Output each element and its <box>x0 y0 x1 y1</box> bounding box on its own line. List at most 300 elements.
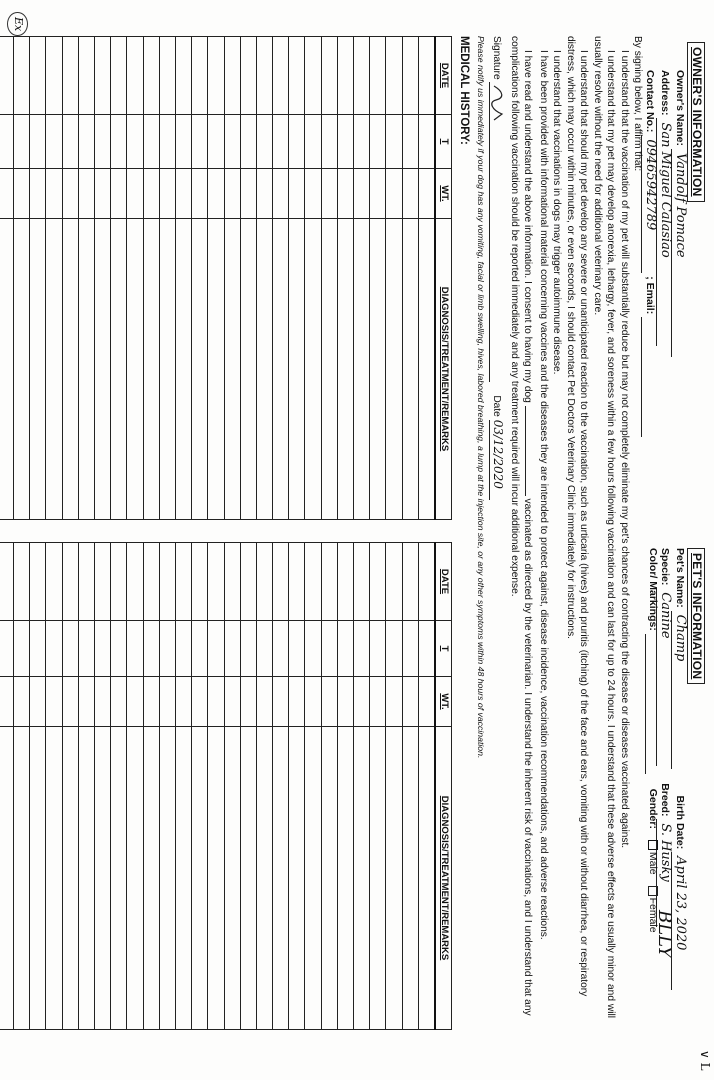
consent-paragraph-1: I understand that the vaccination of my pet will substantially reduce but may not completely eliminate my pet's chances of contracting the disease or diseases vaccinated against. <box>618 50 630 849</box>
table-cell[interactable] <box>208 115 224 169</box>
table-cell[interactable] <box>192 677 208 727</box>
table-cell[interactable] <box>127 37 143 115</box>
table-cell[interactable] <box>159 219 175 520</box>
specie-label: Specie: <box>659 548 671 586</box>
table-cell[interactable] <box>337 219 353 520</box>
table-cell[interactable] <box>46 677 62 727</box>
table-row <box>273 543 289 1030</box>
table-row <box>159 37 175 520</box>
table-cell[interactable] <box>208 169 224 219</box>
table-cell[interactable] <box>127 543 143 621</box>
table-row <box>321 543 337 1030</box>
table-cell[interactable] <box>159 169 175 219</box>
table-cell[interactable] <box>402 219 418 520</box>
table-cell[interactable] <box>127 219 143 520</box>
table-cell[interactable] <box>95 115 111 169</box>
table-cell[interactable] <box>62 37 78 115</box>
table-cell[interactable] <box>14 219 30 520</box>
table-cell[interactable] <box>192 621 208 677</box>
table-cell[interactable] <box>46 219 62 520</box>
table-row <box>256 543 272 1030</box>
table-row <box>111 543 127 1030</box>
table-cell[interactable] <box>95 37 111 115</box>
table-cell[interactable] <box>402 37 418 115</box>
table-cell[interactable] <box>289 621 305 677</box>
table-row <box>14 37 30 520</box>
table-cell[interactable] <box>111 727 127 1030</box>
owner-contact-label: Contact No.: <box>644 70 656 133</box>
consent-paragraph-3: I understand that should my pet develop any severe or unanticipated reaction to the vaccination, such as urticaria (hives) and pruritis (itching) of the face and ears, vomiting with or without diarrhea, or respiratory distress, which may occur within minutes, or even seconds, I should contact Pet Doctors Veterinary Clinic immediately for instructions. <box>564 36 590 997</box>
color-markings-field[interactable] <box>645 634 658 774</box>
table-cell[interactable] <box>0 543 14 621</box>
table-cell[interactable] <box>30 727 46 1030</box>
signature-label: Signature <box>491 36 503 80</box>
table-cell[interactable] <box>337 115 353 169</box>
table-cell[interactable] <box>111 169 127 219</box>
table-cell[interactable] <box>30 543 46 621</box>
table-cell[interactable] <box>240 37 256 115</box>
table-cell[interactable] <box>273 543 289 621</box>
table-cell[interactable] <box>386 621 402 677</box>
table-cell[interactable] <box>289 219 305 520</box>
table-cell[interactable] <box>224 727 240 1030</box>
table-cell[interactable] <box>386 677 402 727</box>
table-row <box>176 37 192 520</box>
table-row <box>386 37 402 520</box>
table-cell[interactable] <box>273 115 289 169</box>
table-row <box>95 37 111 520</box>
table-row <box>208 37 224 520</box>
table-cell[interactable] <box>78 115 94 169</box>
table-cell[interactable] <box>273 169 289 219</box>
table-cell[interactable] <box>143 677 159 727</box>
table-cell[interactable] <box>14 727 30 1030</box>
male-checkbox[interactable] <box>648 840 658 850</box>
consent-intro: By signing below, I affirm that: <box>632 36 643 172</box>
table-cell[interactable] <box>111 543 127 621</box>
table-cell[interactable] <box>289 115 305 169</box>
owner-name-field[interactable]: Vandolf Pomace <box>671 149 689 357</box>
table-cell[interactable] <box>224 169 240 219</box>
table-cell[interactable] <box>62 169 78 219</box>
table-cell[interactable] <box>224 115 240 169</box>
table-cell[interactable] <box>62 219 78 520</box>
table-cell[interactable] <box>370 219 386 520</box>
table-cell[interactable] <box>240 115 256 169</box>
table-row <box>240 543 256 1030</box>
table-row <box>78 37 94 520</box>
table-cell[interactable] <box>78 37 94 115</box>
owner-section-title: OWNER'S INFORMATION <box>687 42 705 202</box>
birth-date-label: Birth Date: <box>674 795 686 850</box>
table-cell[interactable] <box>370 543 386 621</box>
table-cell[interactable] <box>208 37 224 115</box>
table-cell[interactable] <box>143 169 159 219</box>
color-markings-label: Color/ Markings: <box>647 548 659 631</box>
table-cell[interactable] <box>111 115 127 169</box>
table-cell[interactable] <box>386 169 402 219</box>
signature-field[interactable] <box>489 82 502 382</box>
table-cell[interactable] <box>78 543 94 621</box>
table-row <box>386 543 402 1030</box>
table-cell[interactable] <box>95 621 111 677</box>
table-row <box>402 37 418 520</box>
table-cell[interactable] <box>159 727 175 1030</box>
table-row <box>354 37 370 520</box>
table-cell[interactable] <box>62 543 78 621</box>
table-cell[interactable] <box>354 543 370 621</box>
table-cell[interactable] <box>30 115 46 169</box>
stamp-mark: Ex <box>7 12 28 36</box>
signature-scribble <box>490 84 506 124</box>
table-cell[interactable] <box>273 727 289 1030</box>
table-cell[interactable] <box>111 37 127 115</box>
table-cell[interactable] <box>370 37 386 115</box>
table-cell[interactable] <box>192 37 208 115</box>
table-row <box>192 543 208 1030</box>
consent-paragraph-6b: vaccinated as directed by the veterinarian. I understand the inherent risk of vaccinations, and I understand that any complications following vaccination should be reported immediately and any treatment required will incur additional expense. <box>508 36 534 1016</box>
table-row <box>0 543 14 1030</box>
table-cell[interactable] <box>95 727 111 1030</box>
table-cell[interactable] <box>305 727 321 1030</box>
table-cell[interactable] <box>305 169 321 219</box>
table-cell[interactable] <box>240 677 256 727</box>
table-cell[interactable] <box>402 727 418 1030</box>
table-cell[interactable] <box>46 37 62 115</box>
table-cell[interactable] <box>208 677 224 727</box>
table-cell[interactable] <box>192 219 208 520</box>
pet-section-title: PET'S INFORMATION <box>687 548 705 684</box>
table-cell[interactable] <box>354 115 370 169</box>
table-cell[interactable] <box>0 169 14 219</box>
table-cell[interactable] <box>273 37 289 115</box>
table-cell[interactable] <box>46 543 62 621</box>
pet-name-field[interactable]: Champ <box>671 611 689 769</box>
table-cell[interactable] <box>78 677 94 727</box>
table-cell[interactable] <box>176 543 192 621</box>
table-cell[interactable] <box>289 543 305 621</box>
breed-label: Breed: <box>659 783 671 817</box>
table-cell[interactable] <box>208 543 224 621</box>
table-row <box>62 543 78 1030</box>
table-cell[interactable] <box>78 621 94 677</box>
table-body <box>0 543 435 1030</box>
dog-name-blank[interactable] <box>525 406 536 496</box>
table-cell[interactable] <box>224 219 240 520</box>
header-diagnosis: DIAGNOSIS/TREATMENT/REMARKS <box>435 727 452 1030</box>
header-weight: WT. <box>435 677 452 727</box>
female-option-label: Female <box>647 897 659 933</box>
table-cell[interactable] <box>305 621 321 677</box>
table-cell[interactable] <box>256 621 272 677</box>
table-cell[interactable] <box>0 37 14 115</box>
table-cell[interactable] <box>46 115 62 169</box>
table-cell[interactable] <box>176 677 192 727</box>
table-cell[interactable] <box>176 169 192 219</box>
table-cell[interactable] <box>337 727 353 1030</box>
header-date: DATE <box>435 543 452 621</box>
table-cell[interactable] <box>386 219 402 520</box>
table-cell[interactable] <box>354 677 370 727</box>
table-cell[interactable] <box>143 37 159 115</box>
table-cell[interactable] <box>127 727 143 1030</box>
table-cell[interactable] <box>256 169 272 219</box>
table-cell[interactable] <box>321 543 337 621</box>
table-cell[interactable] <box>143 219 159 520</box>
table-cell[interactable] <box>418 115 435 169</box>
table-cell[interactable] <box>14 677 30 727</box>
table-cell[interactable] <box>30 677 46 727</box>
table-cell[interactable] <box>192 115 208 169</box>
table-cell[interactable] <box>208 621 224 677</box>
table-cell[interactable] <box>337 621 353 677</box>
table-cell[interactable] <box>273 621 289 677</box>
table-row <box>418 37 435 520</box>
header-temperature: T <box>435 621 452 677</box>
table-cell[interactable] <box>370 169 386 219</box>
table-cell[interactable] <box>143 115 159 169</box>
owner-email-label: ; Email: <box>644 276 656 315</box>
table-cell[interactable] <box>337 543 353 621</box>
table-cell[interactable] <box>0 115 14 169</box>
table-cell[interactable] <box>240 169 256 219</box>
table-cell[interactable] <box>370 621 386 677</box>
table-cell[interactable] <box>240 219 256 520</box>
table-cell[interactable] <box>370 677 386 727</box>
table-cell[interactable] <box>62 621 78 677</box>
table-cell[interactable] <box>127 677 143 727</box>
table-cell[interactable] <box>418 37 435 115</box>
table-cell[interactable] <box>14 37 30 115</box>
table-cell[interactable] <box>256 115 272 169</box>
table-cell[interactable] <box>30 219 46 520</box>
table-cell[interactable] <box>111 677 127 727</box>
table-row <box>111 37 127 520</box>
table-cell[interactable] <box>321 169 337 219</box>
table-cell[interactable] <box>159 37 175 115</box>
table-cell[interactable] <box>111 219 127 520</box>
table-cell[interactable] <box>14 621 30 677</box>
table-cell[interactable] <box>46 727 62 1030</box>
table-cell[interactable] <box>321 621 337 677</box>
table-cell[interactable] <box>289 677 305 727</box>
table-cell[interactable] <box>176 37 192 115</box>
table-cell[interactable] <box>256 37 272 115</box>
table-cell[interactable] <box>95 169 111 219</box>
date-label: Date <box>491 395 503 417</box>
table-body <box>0 37 435 520</box>
specie-field[interactable]: Canine <box>656 588 674 766</box>
table-cell[interactable] <box>256 727 272 1030</box>
gender-label: Gender: <box>647 788 659 829</box>
table-row <box>14 543 30 1030</box>
table-cell[interactable] <box>95 543 111 621</box>
table-cell[interactable] <box>176 727 192 1030</box>
consent-paragraph-5: I have been provided with informational material concerning vaccines and the diseases they are intended to protect against, disease incidence, vaccination recommendations, and adverse reactions. <box>537 50 549 940</box>
table-cell[interactable] <box>143 621 159 677</box>
table-cell[interactable] <box>0 621 14 677</box>
table-row <box>62 37 78 520</box>
table-cell[interactable] <box>256 543 272 621</box>
table-cell[interactable] <box>337 677 353 727</box>
table-cell[interactable] <box>354 37 370 115</box>
table-cell[interactable] <box>159 677 175 727</box>
owner-address-field[interactable]: San Miguel Calasiao <box>656 118 674 346</box>
table-header-row <box>435 543 452 1030</box>
owner-contact-field[interactable]: 09465942789 <box>641 135 659 273</box>
table-cell[interactable] <box>273 677 289 727</box>
table-cell[interactable] <box>30 169 46 219</box>
table-cell[interactable] <box>337 169 353 219</box>
table-cell[interactable] <box>321 727 337 1030</box>
table-cell[interactable] <box>14 543 30 621</box>
table-cell[interactable] <box>402 677 418 727</box>
table-cell[interactable] <box>127 169 143 219</box>
table-row <box>46 37 62 520</box>
table-cell[interactable] <box>402 115 418 169</box>
table-row <box>30 37 46 520</box>
table-cell[interactable] <box>289 169 305 219</box>
date-field[interactable]: 03/12/2020 <box>489 420 506 500</box>
table-cell[interactable] <box>62 677 78 727</box>
header-date: DATE <box>435 37 452 115</box>
table-cell[interactable] <box>176 621 192 677</box>
table-cell[interactable] <box>208 219 224 520</box>
table-cell[interactable] <box>321 115 337 169</box>
table-cell[interactable] <box>14 169 30 219</box>
table-row <box>256 37 272 520</box>
table-cell[interactable] <box>354 169 370 219</box>
table-cell[interactable] <box>289 727 305 1030</box>
table-cell[interactable] <box>256 219 272 520</box>
corner-mark: ∨ L <box>698 1050 712 1071</box>
table-row <box>30 543 46 1030</box>
table-cell[interactable] <box>305 37 321 115</box>
table-cell[interactable] <box>305 115 321 169</box>
table-cell[interactable] <box>418 727 435 1030</box>
table-cell[interactable] <box>289 37 305 115</box>
table-cell[interactable] <box>192 543 208 621</box>
table-cell[interactable] <box>159 543 175 621</box>
table-row <box>176 543 192 1030</box>
table-cell[interactable] <box>208 727 224 1030</box>
table-cell[interactable] <box>386 727 402 1030</box>
table-cell[interactable] <box>224 677 240 727</box>
table-cell[interactable] <box>127 621 143 677</box>
table-cell[interactable] <box>240 621 256 677</box>
table-cell[interactable] <box>0 219 14 520</box>
table-cell[interactable] <box>354 219 370 520</box>
table-cell[interactable] <box>402 169 418 219</box>
table-cell[interactable] <box>370 727 386 1030</box>
table-cell[interactable] <box>176 219 192 520</box>
table-cell[interactable] <box>305 677 321 727</box>
table-cell[interactable] <box>305 543 321 621</box>
table-cell[interactable] <box>46 169 62 219</box>
table-cell[interactable] <box>78 727 94 1030</box>
table-cell[interactable] <box>78 169 94 219</box>
table-cell[interactable] <box>418 219 435 520</box>
medical-history-table-right <box>0 542 452 1030</box>
table-row <box>354 543 370 1030</box>
consent-text <box>489 36 644 1036</box>
table-cell[interactable] <box>370 115 386 169</box>
table-row <box>305 543 321 1030</box>
table-cell[interactable] <box>30 621 46 677</box>
table-cell[interactable] <box>127 115 143 169</box>
table-cell[interactable] <box>62 115 78 169</box>
table-cell[interactable] <box>386 115 402 169</box>
header-weight: WT. <box>435 169 452 219</box>
table-cell[interactable] <box>159 115 175 169</box>
table-cell[interactable] <box>95 219 111 520</box>
table-cell[interactable] <box>143 727 159 1030</box>
table-cell[interactable] <box>95 677 111 727</box>
table-cell[interactable] <box>30 37 46 115</box>
birth-date-field[interactable]: April 23, 2020 <box>671 852 689 990</box>
table-cell[interactable] <box>386 37 402 115</box>
consent-paragraph-4: I understand that vaccinations in dogs may trigger autoimmune disease. <box>551 50 563 375</box>
table-cell[interactable] <box>354 621 370 677</box>
table-cell[interactable] <box>418 543 435 621</box>
table-cell[interactable] <box>418 621 435 677</box>
table-cell[interactable] <box>0 677 14 727</box>
table-cell[interactable] <box>46 621 62 677</box>
table-cell[interactable] <box>402 621 418 677</box>
header-temperature: T <box>435 115 452 169</box>
table-cell[interactable] <box>224 37 240 115</box>
table-cell[interactable] <box>224 621 240 677</box>
table-cell[interactable] <box>0 727 14 1030</box>
table-cell[interactable] <box>159 621 175 677</box>
table-cell[interactable] <box>305 219 321 520</box>
table-cell[interactable] <box>143 543 159 621</box>
table-row <box>143 543 159 1030</box>
table-cell[interactable] <box>192 169 208 219</box>
owner-address-label: Address: <box>659 70 671 116</box>
table-cell[interactable] <box>240 543 256 621</box>
table-cell[interactable] <box>418 677 435 727</box>
table-cell[interactable] <box>62 727 78 1030</box>
breed-field[interactable]: S. Husky <box>656 819 674 927</box>
table-cell[interactable] <box>256 677 272 727</box>
table-cell[interactable] <box>111 621 127 677</box>
table-row <box>289 543 305 1030</box>
female-checkbox[interactable] <box>648 886 658 896</box>
table-cell[interactable] <box>176 115 192 169</box>
table-cell[interactable] <box>78 219 94 520</box>
medical-history-title: MEDICAL HISTORY: <box>458 36 470 145</box>
table-cell[interactable] <box>192 727 208 1030</box>
pet-color-row <box>645 548 659 933</box>
table-cell[interactable] <box>240 727 256 1030</box>
table-cell[interactable] <box>402 543 418 621</box>
table-cell[interactable] <box>321 219 337 520</box>
medical-history-table-left <box>0 36 452 520</box>
table-cell[interactable] <box>386 543 402 621</box>
table-row <box>208 543 224 1030</box>
table-cell[interactable] <box>354 727 370 1030</box>
table-cell[interactable] <box>321 677 337 727</box>
table-cell[interactable] <box>224 543 240 621</box>
table-row <box>78 543 94 1030</box>
table-cell[interactable] <box>418 169 435 219</box>
table-cell[interactable] <box>14 115 30 169</box>
table-row <box>224 37 240 520</box>
table-cell[interactable] <box>337 37 353 115</box>
table-cell[interactable] <box>273 219 289 520</box>
table-cell[interactable] <box>321 37 337 115</box>
